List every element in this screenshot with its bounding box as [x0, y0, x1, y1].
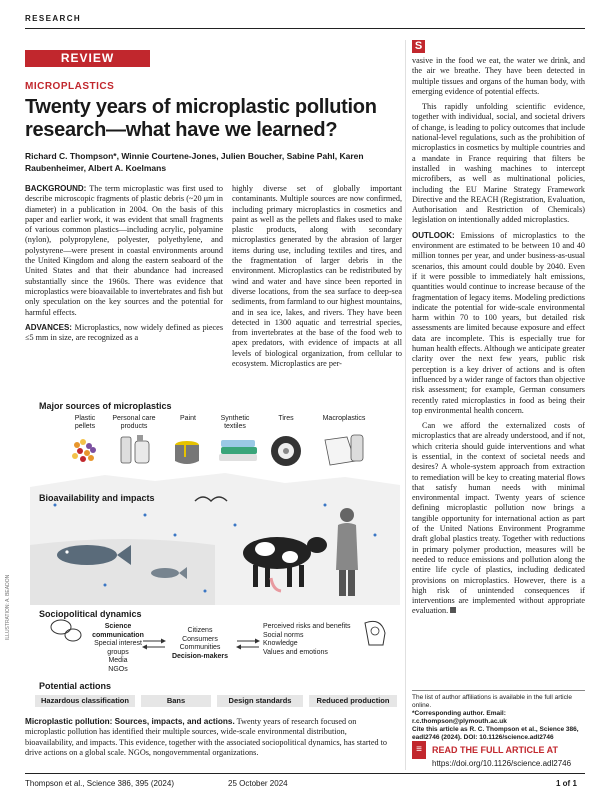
- advances-text-start: Microplastics, now widely defined as pieces ≤5 mm in size, are recognized as a: [25, 322, 224, 343]
- section-label: MICROPLASTICS: [25, 81, 115, 92]
- caption-title: Microplastic pollution: Sources, impacts, and actions.: [25, 717, 235, 726]
- figure: [25, 395, 403, 713]
- socio-left-group: [83, 623, 153, 674]
- consumers-label: Consumers: [182, 635, 218, 643]
- outlook-label: OUTLOOK:: [412, 230, 455, 240]
- decision-makers-label: Decision-makers: [171, 652, 229, 660]
- closing-paragraph: Can we afford the externalized costs of microplastics that are already understood, and if not, which criteria should guide interventions and what is essential, in the context of societal needs and desires? A whole-system approach from extraction to remediation will be key to creating material flows that satisfy human needs with minimal environmental impact. Twenty years of science defining microplastic pollution now brings a tangible opportunity for international action as part of the United Nations Environment Programme draft global plastics treaty. Together with reductions in primary polymer production, measures will be needed to reduce emissions and pollution along the entire life cycle of plastics, including dedicated provisions on microplastics. However, there is a high risk of unintended consequences if interventions are implemented without appropriate evaluation.: [412, 421, 585, 616]
- section-kicker: RESEARCH: [25, 14, 82, 23]
- social-norms-label: Social norms: [263, 631, 304, 639]
- perceived-risks-label: Perceived risks and benefits: [263, 623, 351, 630]
- footer-page: 1 of 1: [556, 779, 577, 788]
- illustration-credit: ILLUSTRATION: A. BEADON: [5, 574, 11, 640]
- tire-icon: [271, 436, 301, 466]
- footnote-divider: [412, 690, 585, 691]
- action-hazardous: Hazardous classification: [35, 695, 135, 707]
- advances-text-continued: highly diverse set of globally important contaminants. Multiple sources are now confirmed, including primary microplastics in cosmetics and paint as well as the pellets and flakes used to make plastic products, along with secondary microplastics generated by the abrasion of larger items during use, including textiles and tires, and the fragmentation of larger debris in the environment. Microplastics can be redistributed by wind and water and have since been reported in diverse locations, from the sea surface to deep-sea sediments, from farmland to our highest mountains, and in sea ice, lakes, and rivers. They have been detected in 1300 aquatic and terrestrial species, from invertebrates at the base of the food web to apex predators, with evidence of impacts at all levels of biological organization, from cellular to ecosystem. Microplastics are per-: [232, 184, 402, 369]
- footnote: [412, 694, 585, 742]
- socio-mid-group: [167, 627, 233, 661]
- column-divider: [405, 40, 406, 770]
- ngos-label: NGOs: [108, 665, 128, 673]
- footer-citation: Thompson et al., Science 386, 395 (2024): [25, 779, 174, 788]
- science-logo-mark: S: [412, 40, 425, 53]
- footnote-affiliations: The list of author affiliations is available in the full article online.: [412, 694, 572, 709]
- column-3: [412, 56, 585, 622]
- macroplastics-icon: [325, 435, 363, 465]
- column-2: [232, 184, 402, 374]
- read-full-article[interactable]: [412, 741, 585, 768]
- advances-text-end: vasive in the food we eat, the water we drink, and the air we breathe. They have been detected in multiple tissues and organs of the human body, with emerging evidence of potential effects.: [412, 56, 585, 96]
- footnote-cite: Cite this article as R. C. Thompson et al., Science 386, eadl2746 (2024). DOI: 10.1126/science.adl2746: [412, 726, 579, 741]
- action-bans: Bans: [141, 695, 211, 707]
- policy-paragraph: This rapidly unfolding scientific evidence, together with individual, social, and societal drivers of change, is leading to policy outcomes that include national-level regulations, such as the prohibition of microplastics in cosmetics by multiple countries and a mandate in France requiring that filters be installed in washing machines to intercept microfibers, as well as multinational policies, including the EU Marine Strategy Framework Directive and the REACH (Registration, Evaluation, Authorisation and Restriction of Chemicals) legislation on intentionally added microplastics.: [412, 102, 585, 225]
- advances-label: ADVANCES:: [25, 322, 72, 332]
- bioavailability-heading: Bioavailability and impacts: [39, 493, 155, 503]
- author-list: Richard C. Thompson*, Winnie Courtene-Jones, Julien Boucher, Sabine Pahl, Karen Raubenheimer, Albert A. Koelmans: [25, 151, 364, 173]
- source-label-personal-care: Personal care products: [112, 415, 156, 430]
- values-label: Values and emotions: [263, 648, 328, 656]
- discussion-icon: [51, 620, 81, 641]
- special-interest-label: Special interest groups: [94, 640, 142, 656]
- communities-label: Communities: [179, 644, 221, 651]
- source-label-macroplastics: Macroplastics: [322, 415, 366, 422]
- sources-heading: Major sources of microplastics: [39, 401, 172, 411]
- action-reduced-production: Reduced production: [309, 695, 397, 707]
- column-1: [25, 184, 223, 348]
- science-communication-label: Science communication: [92, 623, 144, 639]
- caption-text: Twenty years of research focused on microplastic pollution has identified their multiple sources, wide-scale environmental distribution, bioavailability, and impacts. This evidence, together with the associated sociopolitical dynamics, has started to drive actions on a global scale. NGOs, nongovernmental organizations.: [25, 717, 387, 757]
- top-divider: [25, 28, 585, 29]
- socio-right-group: [263, 623, 363, 657]
- end-mark-icon: [450, 607, 456, 613]
- source-label-paint: Paint: [180, 415, 196, 422]
- action-design-standards: Design standards: [217, 695, 303, 707]
- actions-heading: Potential actions: [39, 681, 112, 691]
- source-label-textiles: Synthetic textiles: [220, 415, 250, 430]
- figure-illustration: [25, 395, 403, 713]
- background-label: BACKGROUND:: [25, 184, 87, 193]
- pellets-icon: [72, 439, 96, 462]
- figure-caption: [25, 717, 397, 758]
- document-icon: ≡: [412, 741, 426, 759]
- footer-divider: [25, 773, 585, 774]
- sociopolitical-heading: Sociopolitical dynamics: [39, 609, 142, 619]
- textiles-icon: [219, 440, 257, 461]
- read-more-label: READ THE FULL ARTICLE AT: [432, 745, 558, 755]
- head-brain-icon: [365, 621, 385, 645]
- article-title: Twenty years of microplastic pollution research—what have we learned?: [25, 96, 377, 141]
- background-text: The term microplastic was first used to describe microscopic fragments of plastic debris (~20 μm in diameter) in a publication in 2004. On the basis of this paper and earlier work, it was evident that small fragments of various common plastics—including acrylic, polyamine (nylon), polypropylene, polyester, polyethylene, and polystyrene—were present in coastal environments around the United Kingdom and along the eastern seaboard of the United States and that their abundance had increased substantially since the 1960s. There was evidence that microplastics were bioavailable to invertebrates and fish but only speculation on the key sources and the potential for harmful effects.: [25, 184, 223, 317]
- review-summary-badge: REVIEW SUMMARY: [25, 50, 150, 67]
- footnote-email: *Corresponding author. Email: r.c.thompson@plymouth.ac.uk: [412, 710, 507, 725]
- source-label-tires: Tires: [278, 415, 294, 422]
- personal-care-icon: [121, 435, 149, 463]
- citizens-label: Citizens: [187, 627, 213, 634]
- article-url-link[interactable]: https://doi.org/10.1126/science.adl2746: [432, 759, 572, 768]
- footer-date: 25 October 2024: [228, 779, 288, 788]
- paint-icon: [175, 441, 199, 464]
- knowledge-label: Knowledge: [263, 640, 298, 647]
- outlook-text: Emissions of microplastics to the environment are estimated to be between 10 and 40 million tonnes per year, and under business-as-usual scenarios, this amount could double by 2040. Even if it were possible to immediately halt emissions, quantities would continue to increase because of the fragmentation of legacy items. Modeling predictions indicate the potential for wide-scale environmental harm within 70 to 100 years, but detailed risk assessments are limited because exposure and effect data are incomplete. This is especially true for human health effects. Although we anticipate greater clarity over the next few years, public risk perception is a key driver of actions and is often influenced by a wider range of factors than objective risk assessment; for example, German consumers recently rated microplastics in food as being their top environmental health concern.: [412, 230, 586, 415]
- media-label: Media: [108, 657, 128, 664]
- source-label-pellets: Plastic pellets: [74, 415, 96, 430]
